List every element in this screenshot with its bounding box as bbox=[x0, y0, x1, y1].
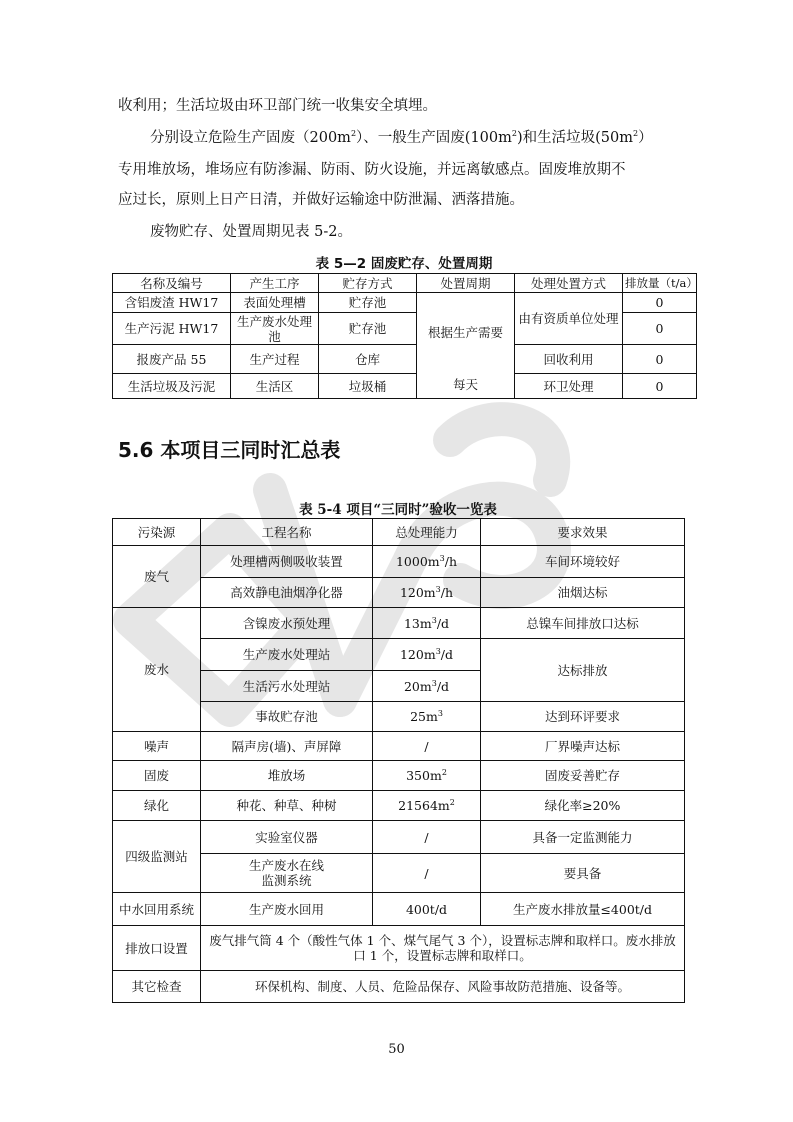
table-cell: 环保机构、制度、人员、危险品保存、风险事故防范措施、设备等。 bbox=[201, 971, 685, 1003]
table-cell bbox=[373, 608, 481, 639]
table-cell: 垃圾桶 bbox=[319, 374, 417, 399]
table-header-row bbox=[113, 519, 685, 546]
source-cell: 固废 bbox=[113, 761, 201, 791]
text-span: 21564m bbox=[398, 798, 450, 813]
superscript: 3 bbox=[439, 553, 445, 563]
table-caption: 表 5-4 项目“三同时”验收一览表 bbox=[299, 502, 497, 518]
header-cell: 污染源 bbox=[113, 519, 201, 546]
table-cell: 含镍废水预处理 bbox=[201, 608, 373, 639]
table-cell: 生产废水排放量≤400t/d bbox=[481, 893, 685, 926]
text-span: 20m bbox=[403, 678, 432, 694]
superscript: 2 bbox=[511, 129, 517, 139]
text-span: )和生活垃圾(50m bbox=[516, 130, 633, 146]
table-cell: 生产污泥 HW17 bbox=[113, 313, 231, 345]
superscript: 3 bbox=[431, 678, 437, 688]
table-cell: 生产废水处理站 bbox=[201, 639, 373, 671]
text-line: 监测系统 bbox=[261, 873, 312, 888]
header-cell: 总处理能力 bbox=[373, 519, 481, 546]
text-span: 分别设立危险生产固废（200m bbox=[150, 130, 351, 146]
table-cell: 车间环境较好 bbox=[481, 546, 685, 578]
header-cell: 处理处置方式 bbox=[515, 274, 623, 293]
table-row bbox=[113, 761, 685, 791]
table-cell bbox=[373, 639, 481, 671]
table-cell: 固废妥善贮存 bbox=[481, 761, 685, 791]
text-line: 生产废水在线 bbox=[248, 858, 324, 873]
text-span: ）、一般生产固废(100m bbox=[356, 130, 512, 146]
table-cell: 生产废水处理池 bbox=[231, 313, 319, 345]
header-cell: 工程名称 bbox=[201, 519, 373, 546]
table-cell: 生活区 bbox=[231, 374, 319, 399]
table-row bbox=[113, 893, 685, 926]
header-cell: 名称及编号 bbox=[113, 274, 231, 293]
section-heading: 5.6 本项目三同时汇总表 bbox=[118, 438, 341, 462]
table-cell: 达到环评要求 bbox=[481, 702, 685, 732]
superscript: 3 bbox=[435, 584, 441, 594]
superscript: 3 bbox=[437, 708, 443, 718]
table-cell bbox=[373, 702, 481, 732]
text-span: 13m bbox=[403, 615, 432, 631]
source-cell: 排放口设置 bbox=[113, 926, 201, 971]
table-cell bbox=[373, 761, 481, 791]
table-cell: 生产废水回用 bbox=[201, 893, 373, 926]
table-row bbox=[113, 791, 685, 821]
table-cell: 实验室仪器 bbox=[201, 821, 373, 854]
page-number: 50 bbox=[388, 1042, 405, 1057]
table-cell bbox=[373, 578, 481, 608]
table-cell: 表面处理槽 bbox=[231, 293, 319, 313]
superscript: 2 bbox=[441, 767, 447, 777]
table-cell: 隔声房(墙)、声屏障 bbox=[201, 732, 373, 761]
table-cell: 要具备 bbox=[481, 854, 685, 893]
paragraph-line: 专用堆放场，堆场应有防渗漏、防雨、防火设施，并远离敏感点。固废堆放期不 bbox=[118, 162, 626, 178]
table-row bbox=[113, 732, 685, 761]
paragraph-line: 应过长，原则上日产日清，并做好运输途中防泄漏、洒落措施。 bbox=[118, 192, 524, 208]
text-span: /d bbox=[440, 647, 454, 662]
table-cell: 厂界噪声达标 bbox=[481, 732, 685, 761]
table-cell bbox=[201, 854, 373, 893]
table-cell: / bbox=[373, 821, 481, 854]
table-cell: 环卫处理 bbox=[515, 374, 623, 399]
paragraph-line bbox=[150, 128, 710, 148]
three-simultaneous-table bbox=[112, 518, 685, 1003]
header-cell: 贮存方式 bbox=[319, 274, 417, 293]
header-cell: 处置周期 bbox=[417, 274, 515, 293]
table-cell: 处理槽两侧吸收装置 bbox=[201, 546, 373, 578]
table-cell: 具备一定监测能力 bbox=[481, 821, 685, 854]
table-cell: 生产过程 bbox=[231, 345, 319, 374]
table-cell: 由有资质单位处理 bbox=[515, 293, 623, 345]
table-cell: 事故贮存池 bbox=[201, 702, 373, 732]
table-cell: 贮存池 bbox=[319, 293, 417, 313]
text-span: 350m bbox=[406, 768, 442, 783]
superscript: 3 bbox=[435, 646, 441, 656]
table-row bbox=[113, 608, 685, 639]
table-cell: 含铝废渣 HW17 bbox=[113, 293, 231, 313]
text-span: 120m bbox=[399, 647, 436, 662]
text-span: ） bbox=[638, 130, 653, 146]
text-span: 25m bbox=[410, 709, 438, 724]
table-cell: 种花、种草、种树 bbox=[201, 791, 373, 821]
paragraph-line: 废物贮存、处置周期见表 5-2。 bbox=[150, 224, 352, 240]
table-row bbox=[113, 926, 685, 971]
table-cell bbox=[373, 546, 481, 578]
table-cell: 达标排放 bbox=[481, 639, 685, 702]
table-caption: 表 5—2 固废贮存、处置周期 bbox=[315, 256, 493, 272]
cycle-cell bbox=[417, 293, 515, 399]
superscript: 2 bbox=[350, 129, 357, 139]
table-cell: 0 bbox=[623, 374, 697, 399]
text-span: /h bbox=[444, 554, 458, 569]
cycle-main: 根据生产需要 bbox=[427, 325, 503, 340]
text-span: /d bbox=[436, 678, 450, 694]
table-row bbox=[113, 345, 697, 374]
table-row bbox=[113, 546, 685, 578]
source-cell: 噪声 bbox=[113, 732, 201, 761]
table-row bbox=[113, 821, 685, 854]
source-cell: 其它检查 bbox=[113, 971, 201, 1003]
text-span: /d bbox=[436, 615, 450, 631]
header-cell: 要求效果 bbox=[481, 519, 685, 546]
text-span: 120m bbox=[399, 585, 436, 600]
source-cell: 绿化 bbox=[113, 791, 201, 821]
table-cell: 0 bbox=[623, 313, 697, 345]
table-cell: 生活污水处理站 bbox=[201, 671, 373, 702]
table-cell: 废气排气筒 4 个（酸性气体 1 个、煤气尾气 3 个），设置标志牌和取样口。废水排放口 1 个，设置标志牌和取样口。 bbox=[201, 926, 685, 971]
table-cell: 仓库 bbox=[319, 345, 417, 374]
header-cell: 产生工序 bbox=[231, 274, 319, 293]
table-cell: 0 bbox=[623, 293, 697, 313]
header-cell: 排放量（t/a） bbox=[623, 274, 697, 293]
table-cell: / bbox=[373, 732, 481, 761]
text-span: 1000m bbox=[395, 554, 440, 569]
superscript: 3 bbox=[431, 615, 437, 625]
table-cell: 0 bbox=[623, 345, 697, 374]
table-cell: / bbox=[373, 854, 481, 893]
source-cell: 四级监测站 bbox=[113, 821, 201, 893]
table-row bbox=[113, 374, 697, 399]
table-cell bbox=[373, 791, 481, 821]
superscript: 2 bbox=[449, 797, 455, 807]
source-cell: 废水 bbox=[113, 608, 201, 732]
table-cell: 400t/d bbox=[373, 893, 481, 926]
table-cell: 回收利用 bbox=[515, 345, 623, 374]
table-cell: 绿化率≥20% bbox=[481, 791, 685, 821]
superscript: 2 bbox=[632, 129, 639, 139]
text-span: /h bbox=[440, 585, 454, 600]
table-cell: 贮存池 bbox=[319, 313, 417, 345]
waste-storage-table bbox=[112, 273, 697, 399]
cycle-last: 每天 bbox=[452, 377, 478, 392]
table-row bbox=[113, 971, 685, 1003]
table-row bbox=[113, 293, 697, 313]
table-cell: 生活垃圾及污泥 bbox=[113, 374, 231, 399]
table-cell: 总镍车间排放口达标 bbox=[481, 608, 685, 639]
table-cell: 高效静电油烟净化器 bbox=[201, 578, 373, 608]
table-cell: 报废产品 55 bbox=[113, 345, 231, 374]
source-cell: 废气 bbox=[113, 546, 201, 608]
table-header-row bbox=[113, 274, 697, 293]
table-cell: 油烟达标 bbox=[481, 578, 685, 608]
table-cell: 堆放场 bbox=[201, 761, 373, 791]
table-cell bbox=[373, 671, 481, 702]
paragraph-line: 收利用；生活垃圾由环卫部门统一收集安全填埋。 bbox=[118, 98, 437, 114]
source-cell: 中水回用系统 bbox=[113, 893, 201, 926]
